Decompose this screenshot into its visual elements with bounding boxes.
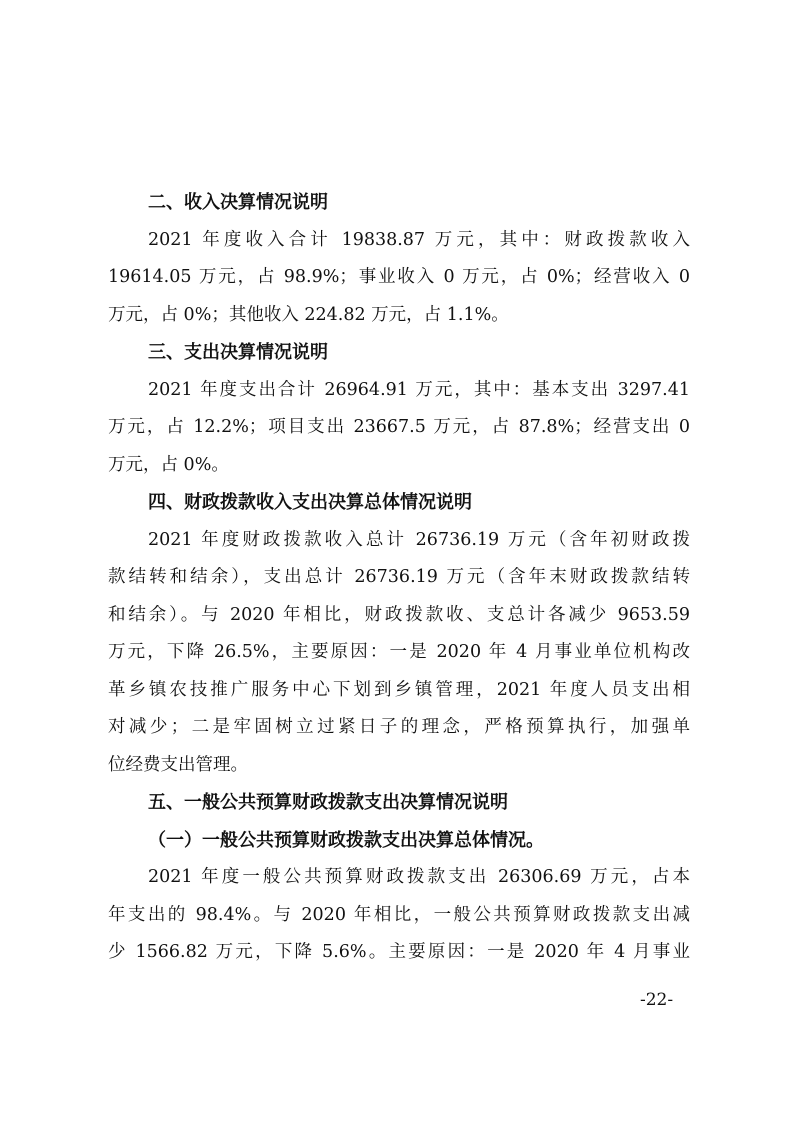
text-line: 万元，占 12.2%；项目支出 23667.5 万元，占 87.8%；经营支出 0 [108,417,690,437]
text-line: 革乡镇农技推广服务中心下划到乡镇管理，2021 年度人员支出相 [108,679,690,700]
section-heading-general-budget: 五、一般公共预算财政拨款支出决算情况说明 [148,792,508,813]
paragraph-general-budget [108,859,690,972]
text-line: 2021 年度支出合计 26964.91 万元，其中：基本支出 3297.41 [148,379,690,400]
text-line: 和结余）。与 2020 年相比，财政拨款收、支总计各减少 9653.59 [108,604,690,625]
text-line: 万元，下降 26.5%，主要原因：一是 2020 年 4 月事业单位机构改 [108,642,690,662]
text-line: 万元，占 0%。 [108,454,229,475]
text-line: 款结转和结余），支出总计 26736.19 万元（含年末财政拨款结转 [108,567,690,587]
page-number: -22- [640,990,674,1010]
section-heading-fiscal-allocation: 四、财政拨款收入支出决算总体情况说明 [148,492,472,513]
paragraph-expenditure [108,372,690,485]
paragraph-income [108,222,690,335]
text-line: 少 1566.82 万元，下降 5.6%。主要原因：一是 2020 年 4 月事业 [108,942,690,962]
section-heading-income: 二、收入决算情况说明 [148,192,328,213]
subsection-heading-overall: （一）一般公共预算财政拨款支出决算总体情况。 [148,829,544,851]
text-line: 对减少；二是牢固树立过紧日子的理念，严格预算执行，加强单 [108,717,690,737]
document-body [108,184,690,972]
text-line: 19614.05 万元，占 98.9%；事业收入 0 万元，占 0%；经营收入 0 [108,267,690,287]
text-line: 2021 年度财政拨款收入总计 26736.19 万元（含年初财政拨 [148,529,690,550]
text-line: 2021 年度收入合计 19838.87 万元，其中：财政拨款收入 [148,229,690,250]
text-line: 位经费支出管理。 [108,754,248,775]
paragraph-fiscal-allocation [108,522,690,785]
text-line: 万元，占 0%；其他收入 224.82 万元，占 1.1%。 [108,304,509,325]
text-line: 年支出的 98.4%。与 2020 年相比，一般公共预算财政拨款支出减 [108,904,690,925]
text-line: 2021 年度一般公共预算财政拨款支出 26306.69 万元，占本 [148,867,690,887]
section-heading-expenditure: 三、支出决算情况说明 [148,342,328,363]
